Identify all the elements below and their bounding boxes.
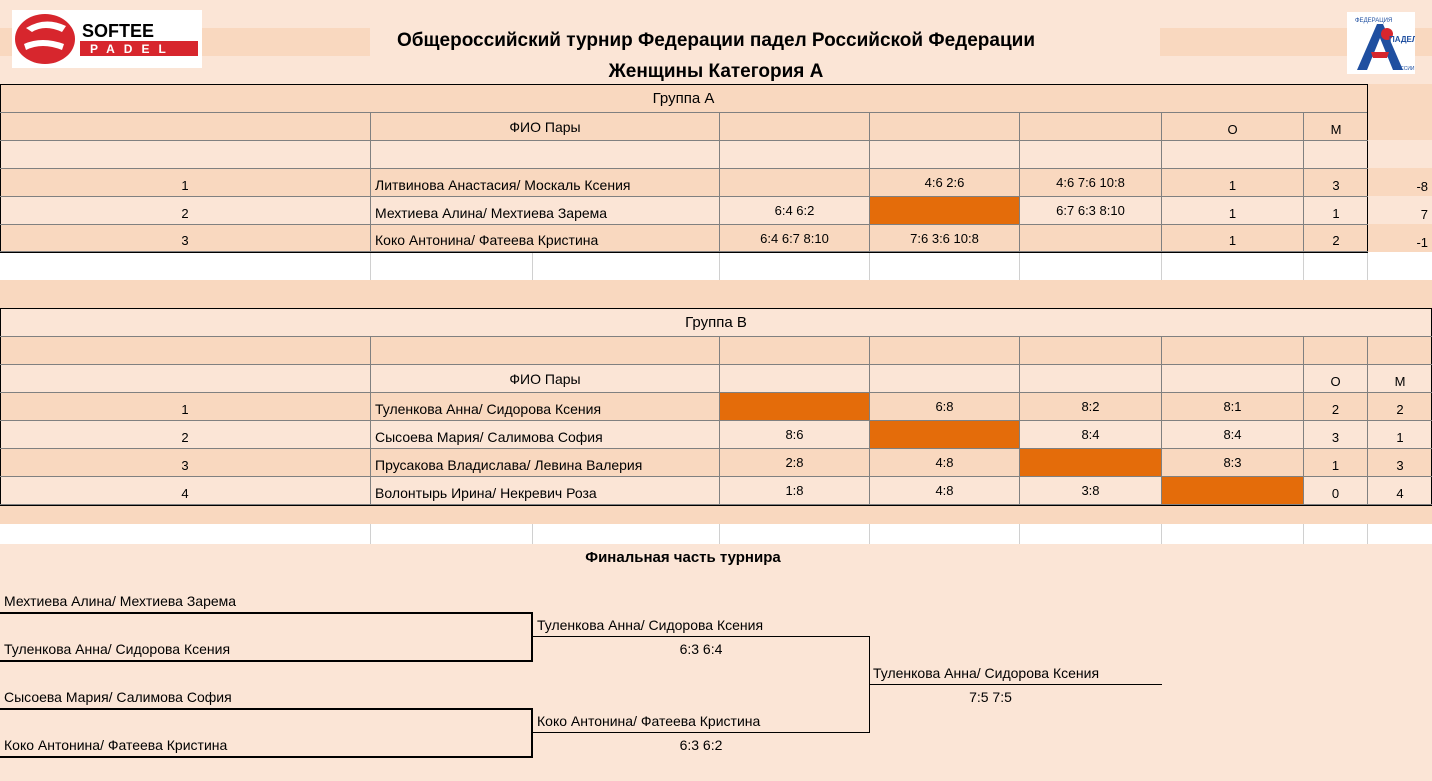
page-subtitle: Женщины Категория А <box>608 61 824 82</box>
group-a-row3-o: 1 <box>1162 225 1304 252</box>
group-b-row4-o: 0 <box>1304 477 1368 505</box>
bracket-line <box>0 708 533 710</box>
group-b-row2-r3: 8:4 <box>1020 421 1162 449</box>
padel-wordmark: PADEL <box>90 42 175 56</box>
group-b-header-m: М <box>1368 365 1432 393</box>
group-b-row3-num: 3 <box>0 449 371 477</box>
group-b-row4-r2: 4:8 <box>870 477 1020 505</box>
grid-line <box>1019 253 1020 280</box>
group-b-empty-cell <box>870 337 1020 365</box>
group-b-title: Группа В <box>0 309 1432 337</box>
bg-stripe <box>0 504 1432 524</box>
group-b-row4-name: Волонтырь Ирина/ Некревич Роза <box>371 477 720 505</box>
group-b-row2-name: Сысоева Мария/ Салимова София <box>371 421 720 449</box>
bracket-sf-score2: 6:3 6:2 <box>679 737 723 753</box>
group-a-header-col3 <box>1020 113 1162 141</box>
federation-logo-text3: РОССИИ <box>1393 66 1415 72</box>
group-a-row2-diff: 7 <box>1420 207 1428 222</box>
federation-logo-text1: ФЕДЕРАЦИЯ <box>1355 18 1393 24</box>
group-a-row1-r1 <box>720 169 870 197</box>
group-b-row2-m: 1 <box>1368 421 1432 449</box>
group-a-row3-r2: 7:6 3:6 10:8 <box>870 225 1020 252</box>
group-b-empty-cell <box>0 337 371 365</box>
group-b-header-num <box>0 365 371 393</box>
group-b-row4-num: 4 <box>0 477 371 505</box>
group-b-empty-cell <box>371 337 720 365</box>
group-a-empty-cell <box>371 141 720 169</box>
bg-stripe <box>0 252 1432 280</box>
group-b-empty-cell <box>1020 337 1162 365</box>
group-a-row2-r3: 6:7 6:3 8:10 <box>1020 197 1162 225</box>
bracket-final-score: 7:5 7:5 <box>969 689 1012 705</box>
group-b-row1-m: 2 <box>1368 393 1432 421</box>
final-title: Финальная часть турнира <box>585 549 781 566</box>
group-b-row1-o: 2 <box>1304 393 1368 421</box>
group-b-header-col2 <box>870 365 1020 393</box>
group-b-row2-num: 2 <box>0 421 371 449</box>
group-b-row1-num: 1 <box>0 393 371 421</box>
bg-stripe <box>0 524 1432 544</box>
group-a-row1-num: 1 <box>0 169 371 197</box>
group-a-empty-cell <box>0 141 371 169</box>
bracket-r1-team3: Сысоева Мария/ Салимова София <box>4 689 232 705</box>
group-b-row3-r1: 2:8 <box>720 449 870 477</box>
grid-line <box>869 524 870 544</box>
group-b-row3-name: Прусакова Владислава/ Левина Валерия <box>371 449 720 477</box>
bracket-line <box>0 612 533 614</box>
page-title: Общероссийский турнир Федерации падел Российской Федерации <box>396 30 1035 51</box>
grid-line <box>370 253 371 280</box>
group-b-row2-r4: 8:4 <box>1162 421 1304 449</box>
group-b-row4-r3: 3:8 <box>1020 477 1162 505</box>
group-a-empty-cell <box>870 141 1020 169</box>
group-b-empty-cell <box>720 337 870 365</box>
grid-line <box>532 524 533 544</box>
bg-stripe <box>0 280 1432 308</box>
grid-line <box>719 253 720 280</box>
bracket-sf-team1: Туленкова Анна/ Сидорова Ксения <box>537 617 764 633</box>
group-b-row2-r1: 8:6 <box>720 421 870 449</box>
group-a-row1-r2: 4:6 2:6 <box>870 169 1020 197</box>
group-b-row4-m: 4 <box>1368 477 1432 505</box>
group-a-title: Группа А <box>0 85 1367 113</box>
grid-line <box>1303 524 1304 544</box>
group-b-row1-r1 <box>720 393 870 421</box>
group-a-row3-num: 3 <box>0 225 371 252</box>
group-b-row1-r2: 6:8 <box>870 393 1020 421</box>
group-b-row1-name: Туленкова Анна/ Сидорова Ксения <box>371 393 720 421</box>
group-b-row3-m: 3 <box>1368 449 1432 477</box>
group-b-row3-o: 1 <box>1304 449 1368 477</box>
group-b-row2-r2 <box>870 421 1020 449</box>
group-b-row4-r4 <box>1162 477 1304 505</box>
grid-line <box>719 524 720 544</box>
group-a-row1-r3: 4:6 7:6 10:8 <box>1020 169 1162 197</box>
bracket-line <box>0 660 533 662</box>
grid-line <box>1161 253 1162 280</box>
group-b-empty-cell <box>1162 337 1304 365</box>
bracket-final-winner: Туленкова Анна/ Сидорова Ксения <box>873 665 1100 681</box>
bracket-line <box>870 684 1162 685</box>
group-a-row2-num: 2 <box>0 197 371 225</box>
group-b-header-fio: ФИО Пары <box>371 365 720 393</box>
group-a-row1-name: Литвинова Анастасия/ Москаль Ксения <box>371 169 720 197</box>
group-a-header-o: О <box>1162 113 1304 141</box>
group-b-row3-r2: 4:8 <box>870 449 1020 477</box>
bracket-r1-team2: Туленкова Анна/ Сидорова Ксения <box>4 641 231 657</box>
group-a-row1-diff: -8 <box>1416 179 1428 194</box>
grid-line <box>869 253 870 280</box>
bracket-r1-team1: Мехтиева Алина/ Мехтиева Зарема <box>4 593 237 609</box>
grid-line <box>1019 524 1020 544</box>
grid-line <box>1367 253 1368 280</box>
group-b-row1-r3: 8:2 <box>1020 393 1162 421</box>
group-b-empty-cell <box>1304 337 1368 365</box>
bracket-sf-team2: Коко Антонина/ Фатеева Кристина <box>537 713 761 729</box>
group-a-row2-r1: 6:4 6:2 <box>720 197 870 225</box>
grid-line <box>1367 524 1368 544</box>
grid-line <box>1161 524 1162 544</box>
grid-line <box>1303 253 1304 280</box>
group-a-row1-o: 1 <box>1162 169 1304 197</box>
group-a-header-num <box>0 113 371 141</box>
group-a-header-col1 <box>720 113 870 141</box>
group-a-header-m: М <box>1304 113 1368 141</box>
group-a-empty-cell <box>1020 141 1162 169</box>
bracket-line <box>533 732 870 733</box>
group-a-row2-m: 1 <box>1304 197 1368 225</box>
group-b-row1-r4: 8:1 <box>1162 393 1304 421</box>
softee-wordmark: SOFTEE <box>82 21 155 41</box>
bracket-line <box>533 636 870 637</box>
group-a-empty-cell <box>1162 141 1304 169</box>
group-a-row3-r3 <box>1020 225 1162 252</box>
group-a-row2-r2 <box>870 197 1020 225</box>
group-b-row4-r1: 1:8 <box>720 477 870 505</box>
grid-line <box>370 524 371 544</box>
group-a-header-fio: ФИО Пары <box>371 113 720 141</box>
bracket-r1-team4: Коко Антонина/ Фатеева Кристина <box>4 737 228 753</box>
group-b-row2-o: 3 <box>1304 421 1368 449</box>
federation-logo-text2: ПАДЕЛ <box>1389 35 1415 44</box>
group-a-row3-m: 2 <box>1304 225 1368 252</box>
group-a-row1-m: 3 <box>1304 169 1368 197</box>
group-a-row3-diff: -1 <box>1416 235 1428 250</box>
grid-line <box>532 253 533 280</box>
group-b-header-col1 <box>720 365 870 393</box>
group-b-header-col3 <box>1020 365 1162 393</box>
group-b-header-o: О <box>1304 365 1368 393</box>
group-b-empty-cell <box>1368 337 1432 365</box>
group-a-empty-cell <box>720 141 870 169</box>
group-a-empty-cell <box>1304 141 1368 169</box>
group-a-row2-name: Мехтиева Алина/ Мехтиева Зарема <box>371 197 720 225</box>
group-b-header-col4 <box>1162 365 1304 393</box>
group-b-row3-r3 <box>1020 449 1162 477</box>
group-a-row3-name: Коко Антонина/ Фатеева Кристина <box>371 225 720 252</box>
bracket-sf-score1: 6:3 6:4 <box>679 641 723 657</box>
group-a-row3-r1: 6:4 6:7 8:10 <box>720 225 870 252</box>
group-b-row3-r4: 8:3 <box>1162 449 1304 477</box>
bracket-line <box>0 756 533 758</box>
group-a-header-col2 <box>870 113 1020 141</box>
group-a-row2-o: 1 <box>1162 197 1304 225</box>
